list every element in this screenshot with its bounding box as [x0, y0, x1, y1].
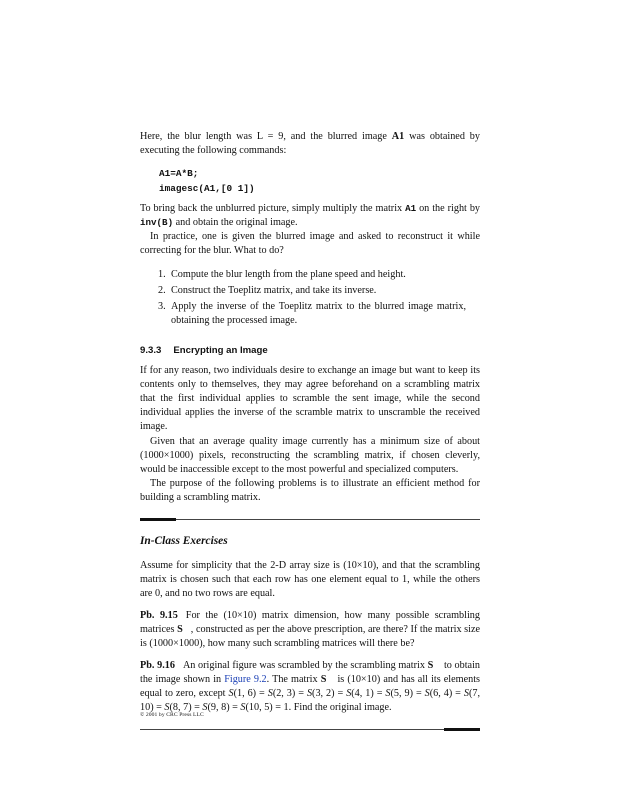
- page-body: [140, 130, 480, 732]
- text: was obtained by executing the following commands:: [140, 131, 480, 157]
- exercise-bottom-rule: [140, 728, 480, 732]
- matrix-element: S: [463, 688, 469, 700]
- list-number: 3.: [158, 300, 166, 312]
- text: (10, 5) = 1. Find the original image.: [245, 702, 392, 714]
- text: to obtain the image shown in: [140, 660, 481, 686]
- matrix-name: A1: [391, 131, 405, 142]
- text: For the (10×10) matrix dimension, how many possible scrambling matrices: [140, 609, 480, 635]
- list-text: Construct the Toeplitz matrix, and take its inverse.: [171, 284, 377, 296]
- text: (7, 10) =: [140, 688, 481, 714]
- copyright-footer: © 2001 by CRC Press LLC: [140, 712, 204, 718]
- text: , constructed as per the above prescription, are there? If the matrix size is (1000×1000), how many such scrambling matrices will there be?: [140, 623, 480, 650]
- code-line: imagesc(A1,[0 1]): [159, 183, 255, 195]
- list-text: Apply the inverse of the Toeplitz matrix to the blurred image matrix, obtaining the processed image.: [171, 300, 466, 326]
- text: is (10×10) and has all its elements equal to zero, except: [140, 674, 480, 700]
- paragraph-encrypt-3: The purpose of the following problems is to illustrate an efficient method for building a scrambling matrix.: [140, 477, 480, 503]
- steps-list: [140, 268, 480, 328]
- matrix-name: S: [320, 674, 327, 686]
- text: (1, 6) =: [233, 688, 268, 700]
- matrix-element: S: [267, 688, 273, 700]
- text: . The matrix: [266, 674, 321, 686]
- code-block: [159, 166, 480, 196]
- paragraph-blur-intro: [140, 130, 480, 158]
- list-number: 2.: [158, 284, 166, 296]
- text: and obtain the original image.: [173, 217, 298, 229]
- text: An original figure was scrambled by the scrambling matrix: [182, 660, 428, 672]
- section-title: Encrypting an Image: [173, 344, 268, 356]
- matrix-element: S: [228, 688, 234, 700]
- list-number: 1.: [158, 268, 166, 280]
- text: (3, 2) =: [312, 688, 347, 700]
- text: (8, 7) =: [169, 702, 203, 714]
- matrix-name: S: [427, 660, 434, 672]
- paragraph-encrypt-1: If for any reason, two individuals desire to exchange an image but want to keep its contents only to themselves, they may agree beforehand on a scrambling matrix that the first individual applies to scramble the sent image, while the second individual applies the inverse of the scramble matrix to unscramble the received image.: [140, 365, 480, 433]
- text: To bring back the unblurred picture, simply multiply the matrix: [140, 203, 406, 215]
- text: (4, 1) =: [351, 688, 386, 700]
- paragraph-encrypt-2: Given that an average quality image currently has a minimum size of about (1000×1000) pixels, reconstructing the scrambling matrix, if chosen cleverly, would be inaccessible except to the most powerful and specialized computers.: [140, 435, 480, 475]
- text: Here, the blur length was L = 9, and the blurred image: [140, 131, 392, 142]
- list-item: [140, 300, 480, 328]
- exercises-intro: Assume for simplicity that the 2-D array size is (10×10), and that the scrambling matrix is chosen such that each row has one element equal to 1, while the others are 0, and no two rows are equal.: [140, 559, 480, 599]
- text: (5, 9) =: [390, 688, 425, 700]
- code-inline: inv(B): [140, 217, 174, 229]
- matrix-element: S: [202, 702, 208, 714]
- matrix-element: S: [306, 688, 313, 700]
- text: (2, 3) =: [272, 688, 307, 700]
- paragraph-unblur: [140, 202, 480, 230]
- code-line: A1=A*B;: [159, 168, 199, 180]
- matrix-element: S: [164, 702, 170, 714]
- list-item: [140, 284, 480, 298]
- matrix-element: S: [424, 688, 430, 700]
- matrix-element: S: [346, 688, 352, 700]
- problem-label: Pb. 9.15: [140, 609, 178, 621]
- text: (6, 4) =: [429, 688, 464, 700]
- text: (9, 8) =: [207, 702, 241, 714]
- code-inline: A1: [405, 203, 417, 215]
- exercise-top-rule: [140, 518, 480, 522]
- paragraph-practice: In practice, one is given the blurred image and asked to reconstruct it while correcting for the blur. What to do?: [140, 231, 480, 257]
- section-heading: [140, 344, 480, 357]
- list-text: Compute the blur length from the plane speed and height.: [171, 268, 406, 280]
- matrix-element: S: [385, 688, 391, 700]
- problem-9-16: [140, 659, 480, 715]
- figure-link[interactable]: Figure 9.2: [224, 674, 267, 686]
- problem-label: Pb. 9.16: [140, 660, 175, 672]
- section-number: 9.3.3: [140, 344, 162, 356]
- list-item: [140, 268, 480, 282]
- matrix-name: S: [177, 623, 183, 635]
- exercises-heading: In-Class Exercises: [140, 534, 228, 547]
- matrix-element: S: [240, 702, 246, 714]
- text: on the right by: [416, 203, 481, 215]
- problem-9-15: [140, 609, 480, 651]
